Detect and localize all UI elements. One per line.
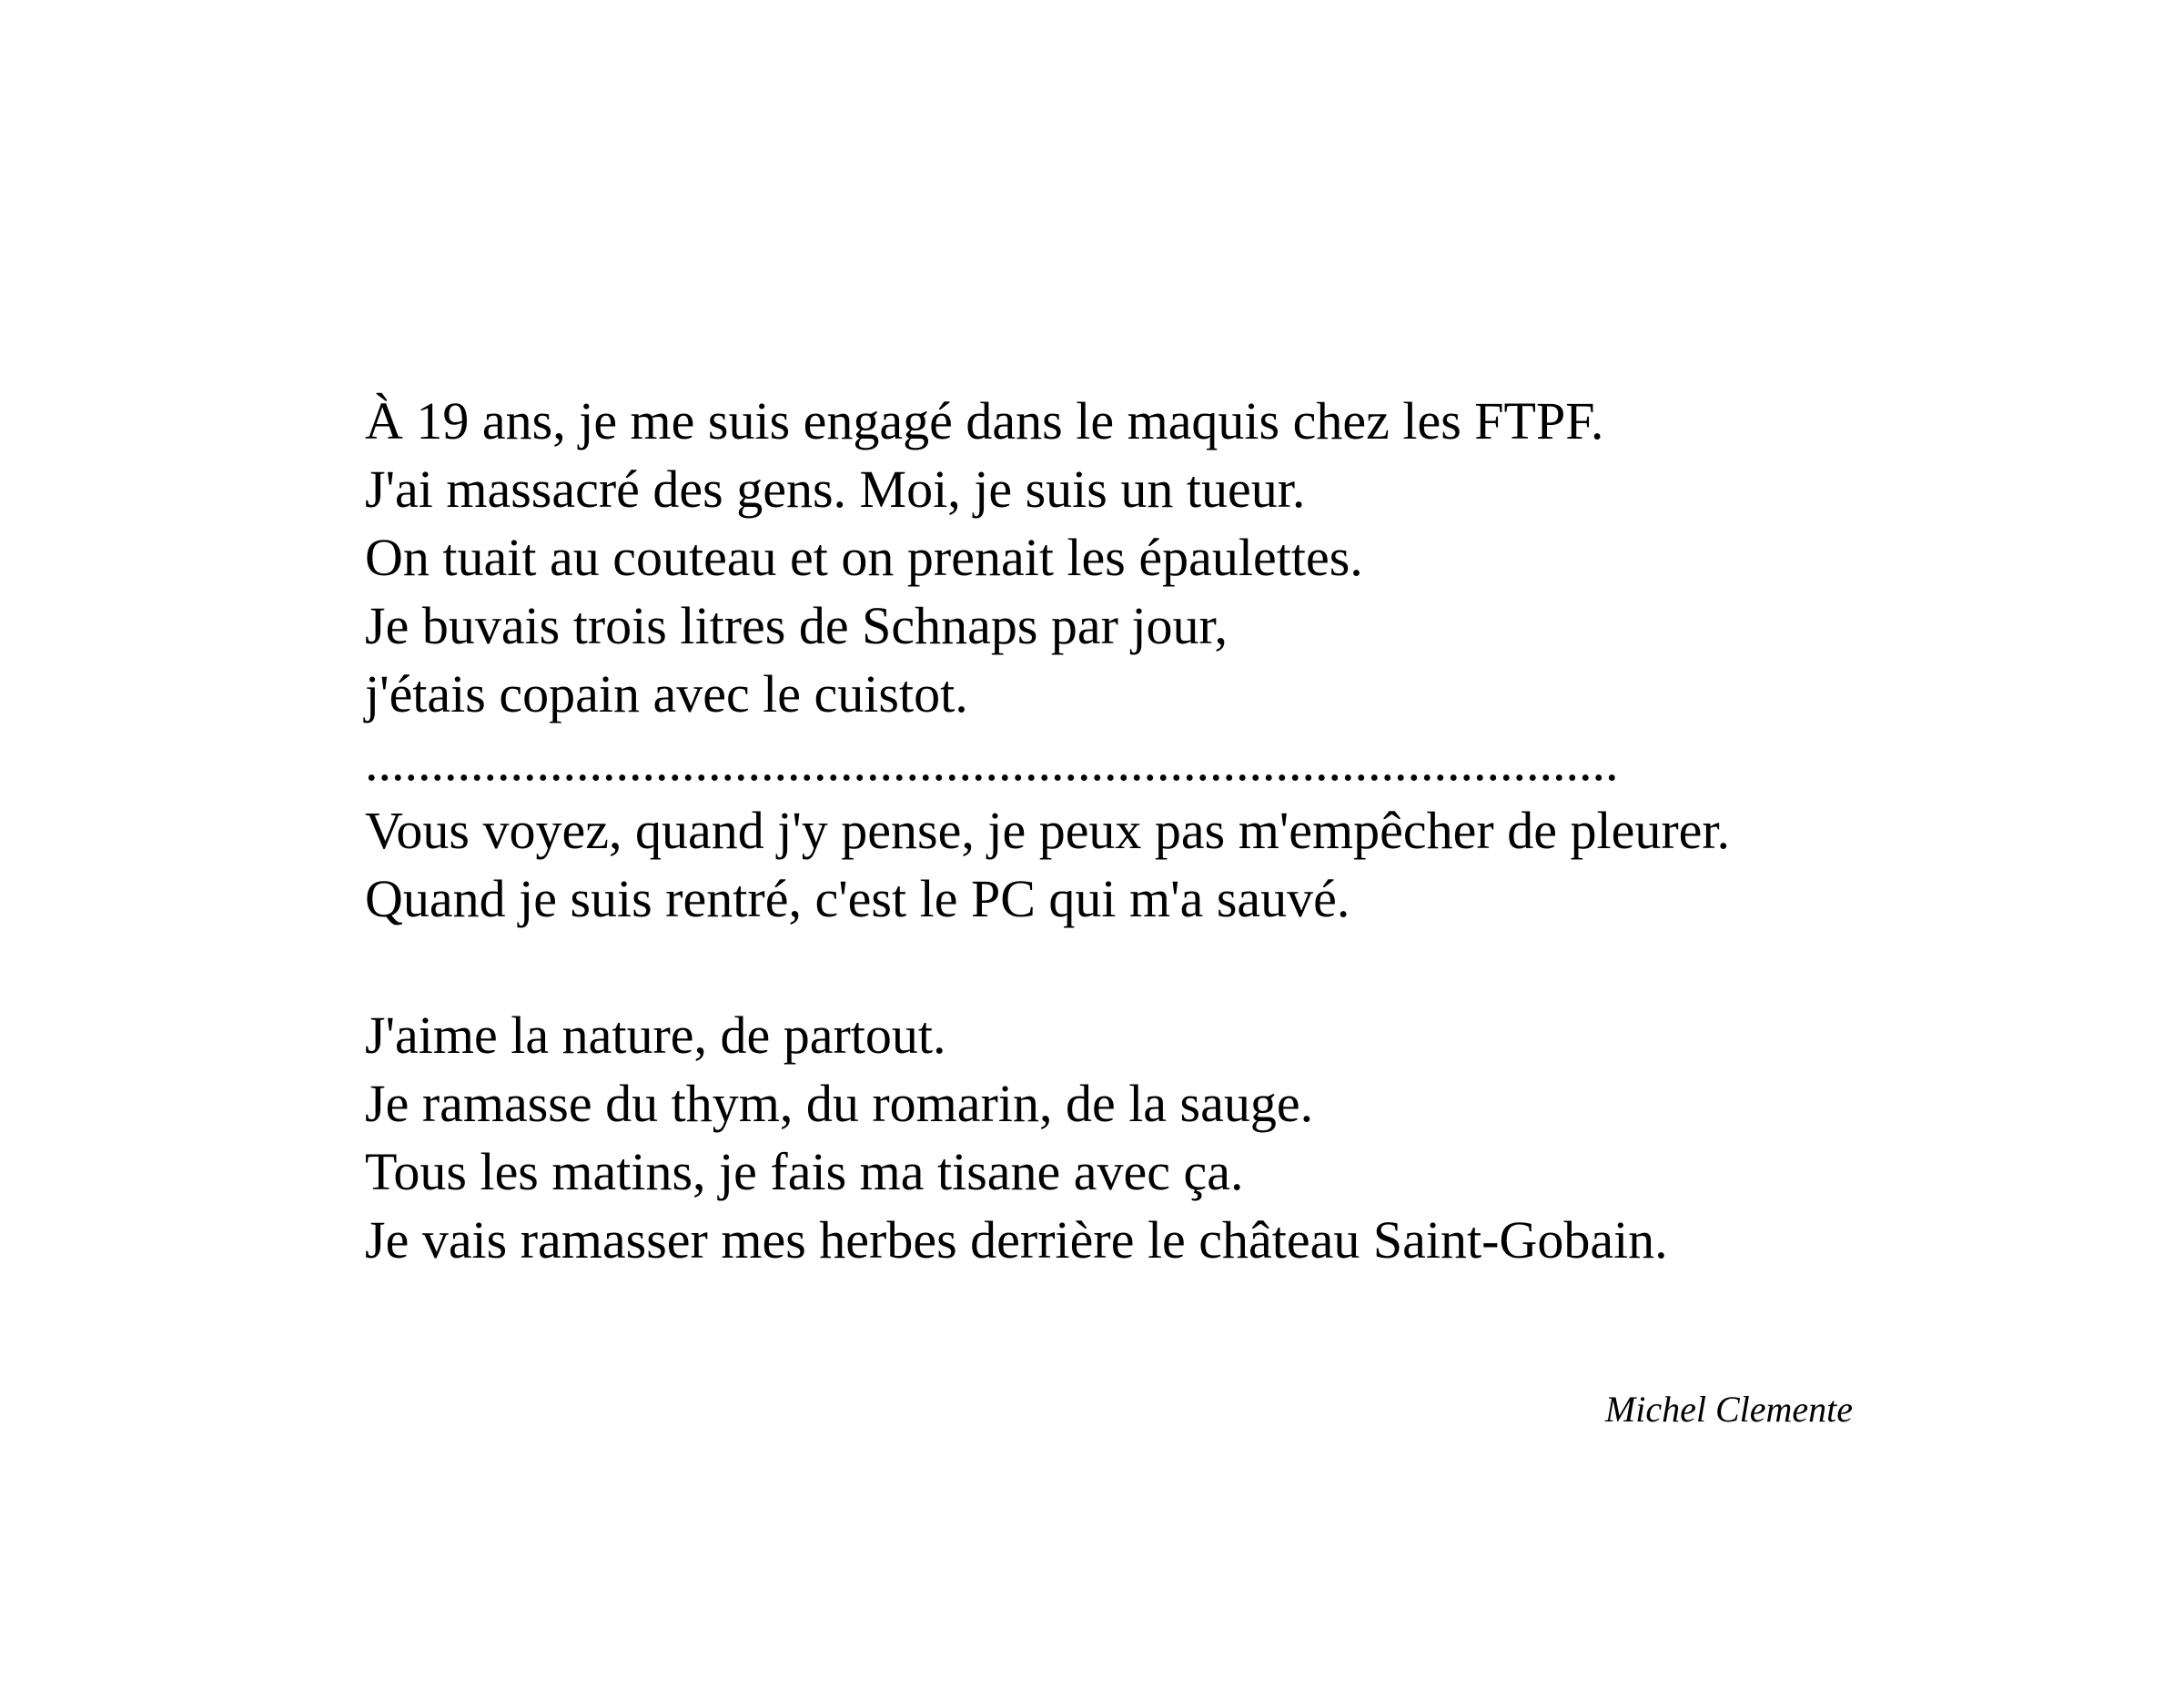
poem-line: J'ai massacré des gens. Moi, je suis un tueur. xyxy=(365,460,1306,519)
author-signature: Michel Clemente xyxy=(1604,1389,1853,1430)
poem-line: Tous les matins, je fais ma tisane avec ça. xyxy=(365,1142,1244,1201)
dotted-separator: ............................................................................................... xyxy=(365,733,1619,792)
poem-line: Je buvais trois litres de Schnaps par jour, xyxy=(365,596,1228,655)
poem-line: Vous voyez, quand j'y pense, je peux pas m'empêcher de pleurer. xyxy=(365,801,1730,860)
stanza-gap xyxy=(365,933,1876,1001)
poem-line: J'aime la nature, de partout. xyxy=(365,1006,946,1065)
poem-line: Je vais ramasser mes herbes derrière le château Saint-Gobain. xyxy=(365,1210,1668,1269)
poem-line: Quand je suis rentré, c'est le PC qui m'a sauvé. xyxy=(365,869,1350,928)
poem-line: À 19 ans, je me suis engagé dans le maquis chez les FTPF. xyxy=(365,391,1604,450)
poem-line: Je ramasse du thym, du romarin, de la sauge. xyxy=(365,1074,1314,1133)
poem-line: j'étais copain avec le cuistot. xyxy=(365,664,968,723)
poem-text xyxy=(365,387,1876,1274)
poem-line: On tuait au couteau et on prenait les épaulettes. xyxy=(365,528,1363,587)
